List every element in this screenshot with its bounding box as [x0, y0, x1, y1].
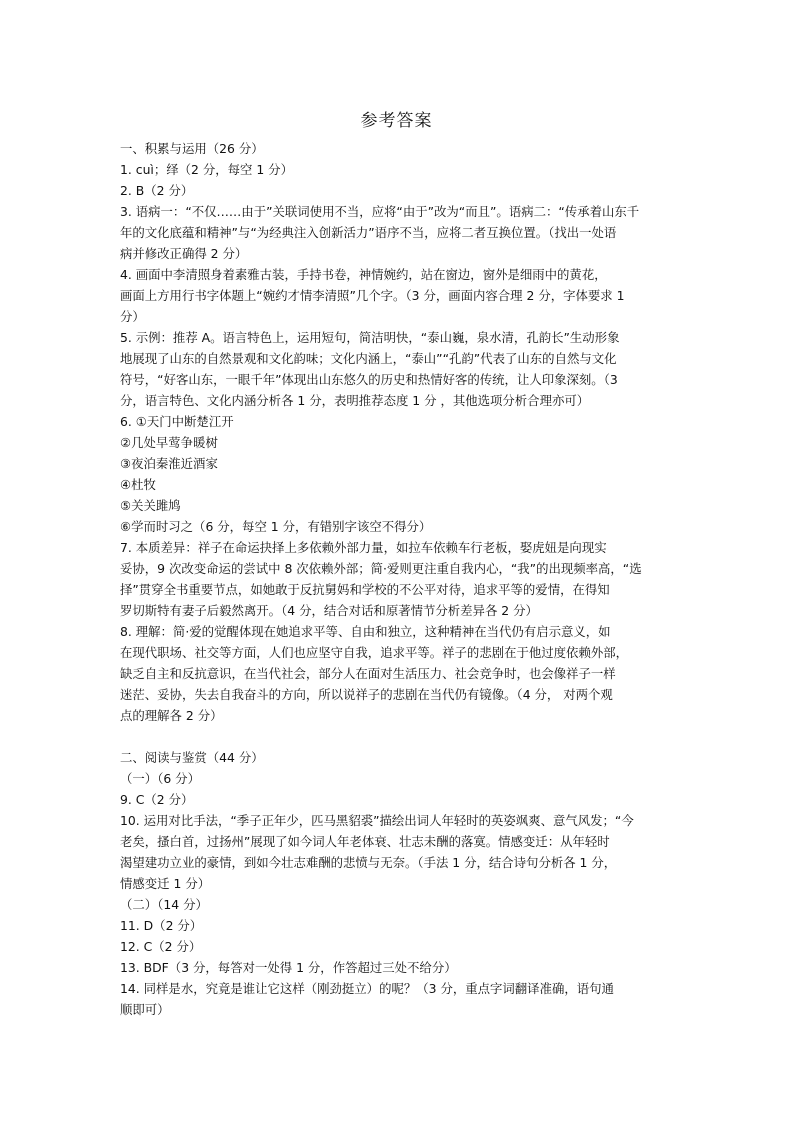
- text-line: ②几处早莺争暖树: [120, 435, 218, 450]
- text-line: 罗切斯特有妻子后毅然离开。（4 分，结合对话和原著情节分析差异各 2 分）: [120, 603, 538, 618]
- page-title: 参考答案: [360, 111, 433, 131]
- text-line: 年的文化底蕴和精神”与“为经典注入创新活力”语序不当，应将二者互换位置。（找出一处语: [120, 225, 617, 240]
- text-line: （一）（6 分）: [120, 771, 200, 786]
- text-line: 一、积累与运用（26 分）: [120, 141, 264, 156]
- text-line: 13. BDF（3 分，每答对一处得 1 分，作答超过三处不给分）: [120, 960, 457, 975]
- text-line: 画面上方用行书字体题上“婉约才情李清照”几个字。（3 分，画面内容合理 2 分，字体要求 1: [120, 288, 625, 303]
- text-line: 点的理解各 2 分）: [120, 708, 223, 723]
- text-line: 地展现了山东的自然景观和文化韵味；文化内涵上，“泰山”“孔韵”代表了山东的自然与文化: [120, 351, 617, 366]
- text-line: ⑤关关雎鸠: [120, 498, 181, 513]
- text-line: 2. B（2 分）: [120, 183, 194, 198]
- text-line: 8. 理解：简·爱的觉醒体现在她追求平等、自由和独立，这种精神在当代仍有启示意义，如: [120, 624, 611, 639]
- text-line: ⑥学而时习之（6 分，每空 1 分，有错别字该空不得分）: [120, 519, 432, 534]
- text-line: 分，语言特色、文化内涵分析各 1 分，表明推荐态度 1 分 ，其他选项分析合理亦可）: [120, 393, 590, 408]
- text-line: 迷茫、妥协，失去自我奋斗的方向，所以说祥子的悲剧在当代仍有镜像。（4 分， 对两个观: [120, 687, 613, 702]
- text-line: 渴望建功立业的豪情，到如今壮志难酬的悲愤与无奈。（手法 1 分，结合诗句分析各 1 分，: [120, 855, 617, 870]
- text-line: 妥协，9 次改变命运的尝试中 8 次依赖外部；简·爱则更注重自我内心，“我”的出现频率高，“选: [120, 561, 642, 576]
- text-line: 1. cuì；绎（2 分，每空 1 分）: [120, 162, 293, 177]
- text-line: 10. 运用对比手法，“季子正年少，匹马黑貂裘”描绘出词人年轻时的英姿飒爽、意气风发；“今: [120, 813, 634, 828]
- blank-line: [120, 726, 678, 747]
- text-line: 6. ①天门中断楚江开: [120, 414, 234, 429]
- text-line: 9. C（2 分）: [120, 792, 194, 807]
- text-line: 缺乏自主和反抗意识，在当代社会，部分人在面对生活压力、社会竞争时，也会像祥子一样: [120, 666, 616, 681]
- text-line: 病并修改正确得 2 分）: [120, 246, 248, 261]
- text-line: 14. 同样是水，究竟是谁让它这样（刚劲挺立）的呢？（3 分，重点字词翻译准确，语句通: [120, 981, 614, 996]
- text-line: 4. 画面中李清照身着素雅古装，手持书卷，神情婉约，站在窗边，窗外是细雨中的黄花，: [120, 267, 607, 282]
- text-line: 老矣，搔白首，过扬州”展现了如今词人年老体衰、壮志未酬的落寞。情感变迁：从年轻时: [120, 834, 610, 849]
- answer-content: [120, 138, 678, 1020]
- text-line: 12. C（2 分）: [120, 939, 202, 954]
- text-line: 择”贯穿全书重要节点，如她敢于反抗舅妈和学校的不公平对待，追求平等的爱情，在得知: [120, 582, 610, 597]
- text-line: ③夜泊秦淮近酒家: [120, 456, 218, 471]
- text-line: 顺即可）: [120, 1002, 170, 1017]
- text-line: 二、阅读与鉴赏（44 分）: [120, 750, 264, 765]
- text-line: 分）: [120, 309, 145, 324]
- text-line: 11. D（2 分）: [120, 918, 203, 933]
- text-line: ④杜牧: [120, 477, 156, 492]
- text-line: 7. 本质差异：祥子在命运抉择上多依赖外部力量，如拉车依赖车行老板，娶虎妞是向现实: [120, 540, 607, 555]
- text-line: 在现代职场、社交等方面，人们也应坚守自我，追求平等。祥子的悲剧在于他过度依赖外部，: [120, 645, 629, 660]
- text-line: 情感变迁 1 分）: [120, 876, 211, 891]
- text-line: （二）（14 分）: [120, 897, 208, 912]
- text-line: 符号，“好客山东，一眼千年”体现出山东悠久的历史和热情好客的传统，让人印象深刻。（3: [120, 372, 618, 387]
- text-line: 3. 语病一：“不仅……由于”关联词使用不当，应将“由于”改为“而且”。语病二：“传承着山东千: [120, 204, 640, 219]
- text-line: 5. 示例：推荐 A。语言特色上，运用短句，简洁明快，“泰山巍，泉水清，孔韵长”生动形象: [120, 330, 620, 345]
